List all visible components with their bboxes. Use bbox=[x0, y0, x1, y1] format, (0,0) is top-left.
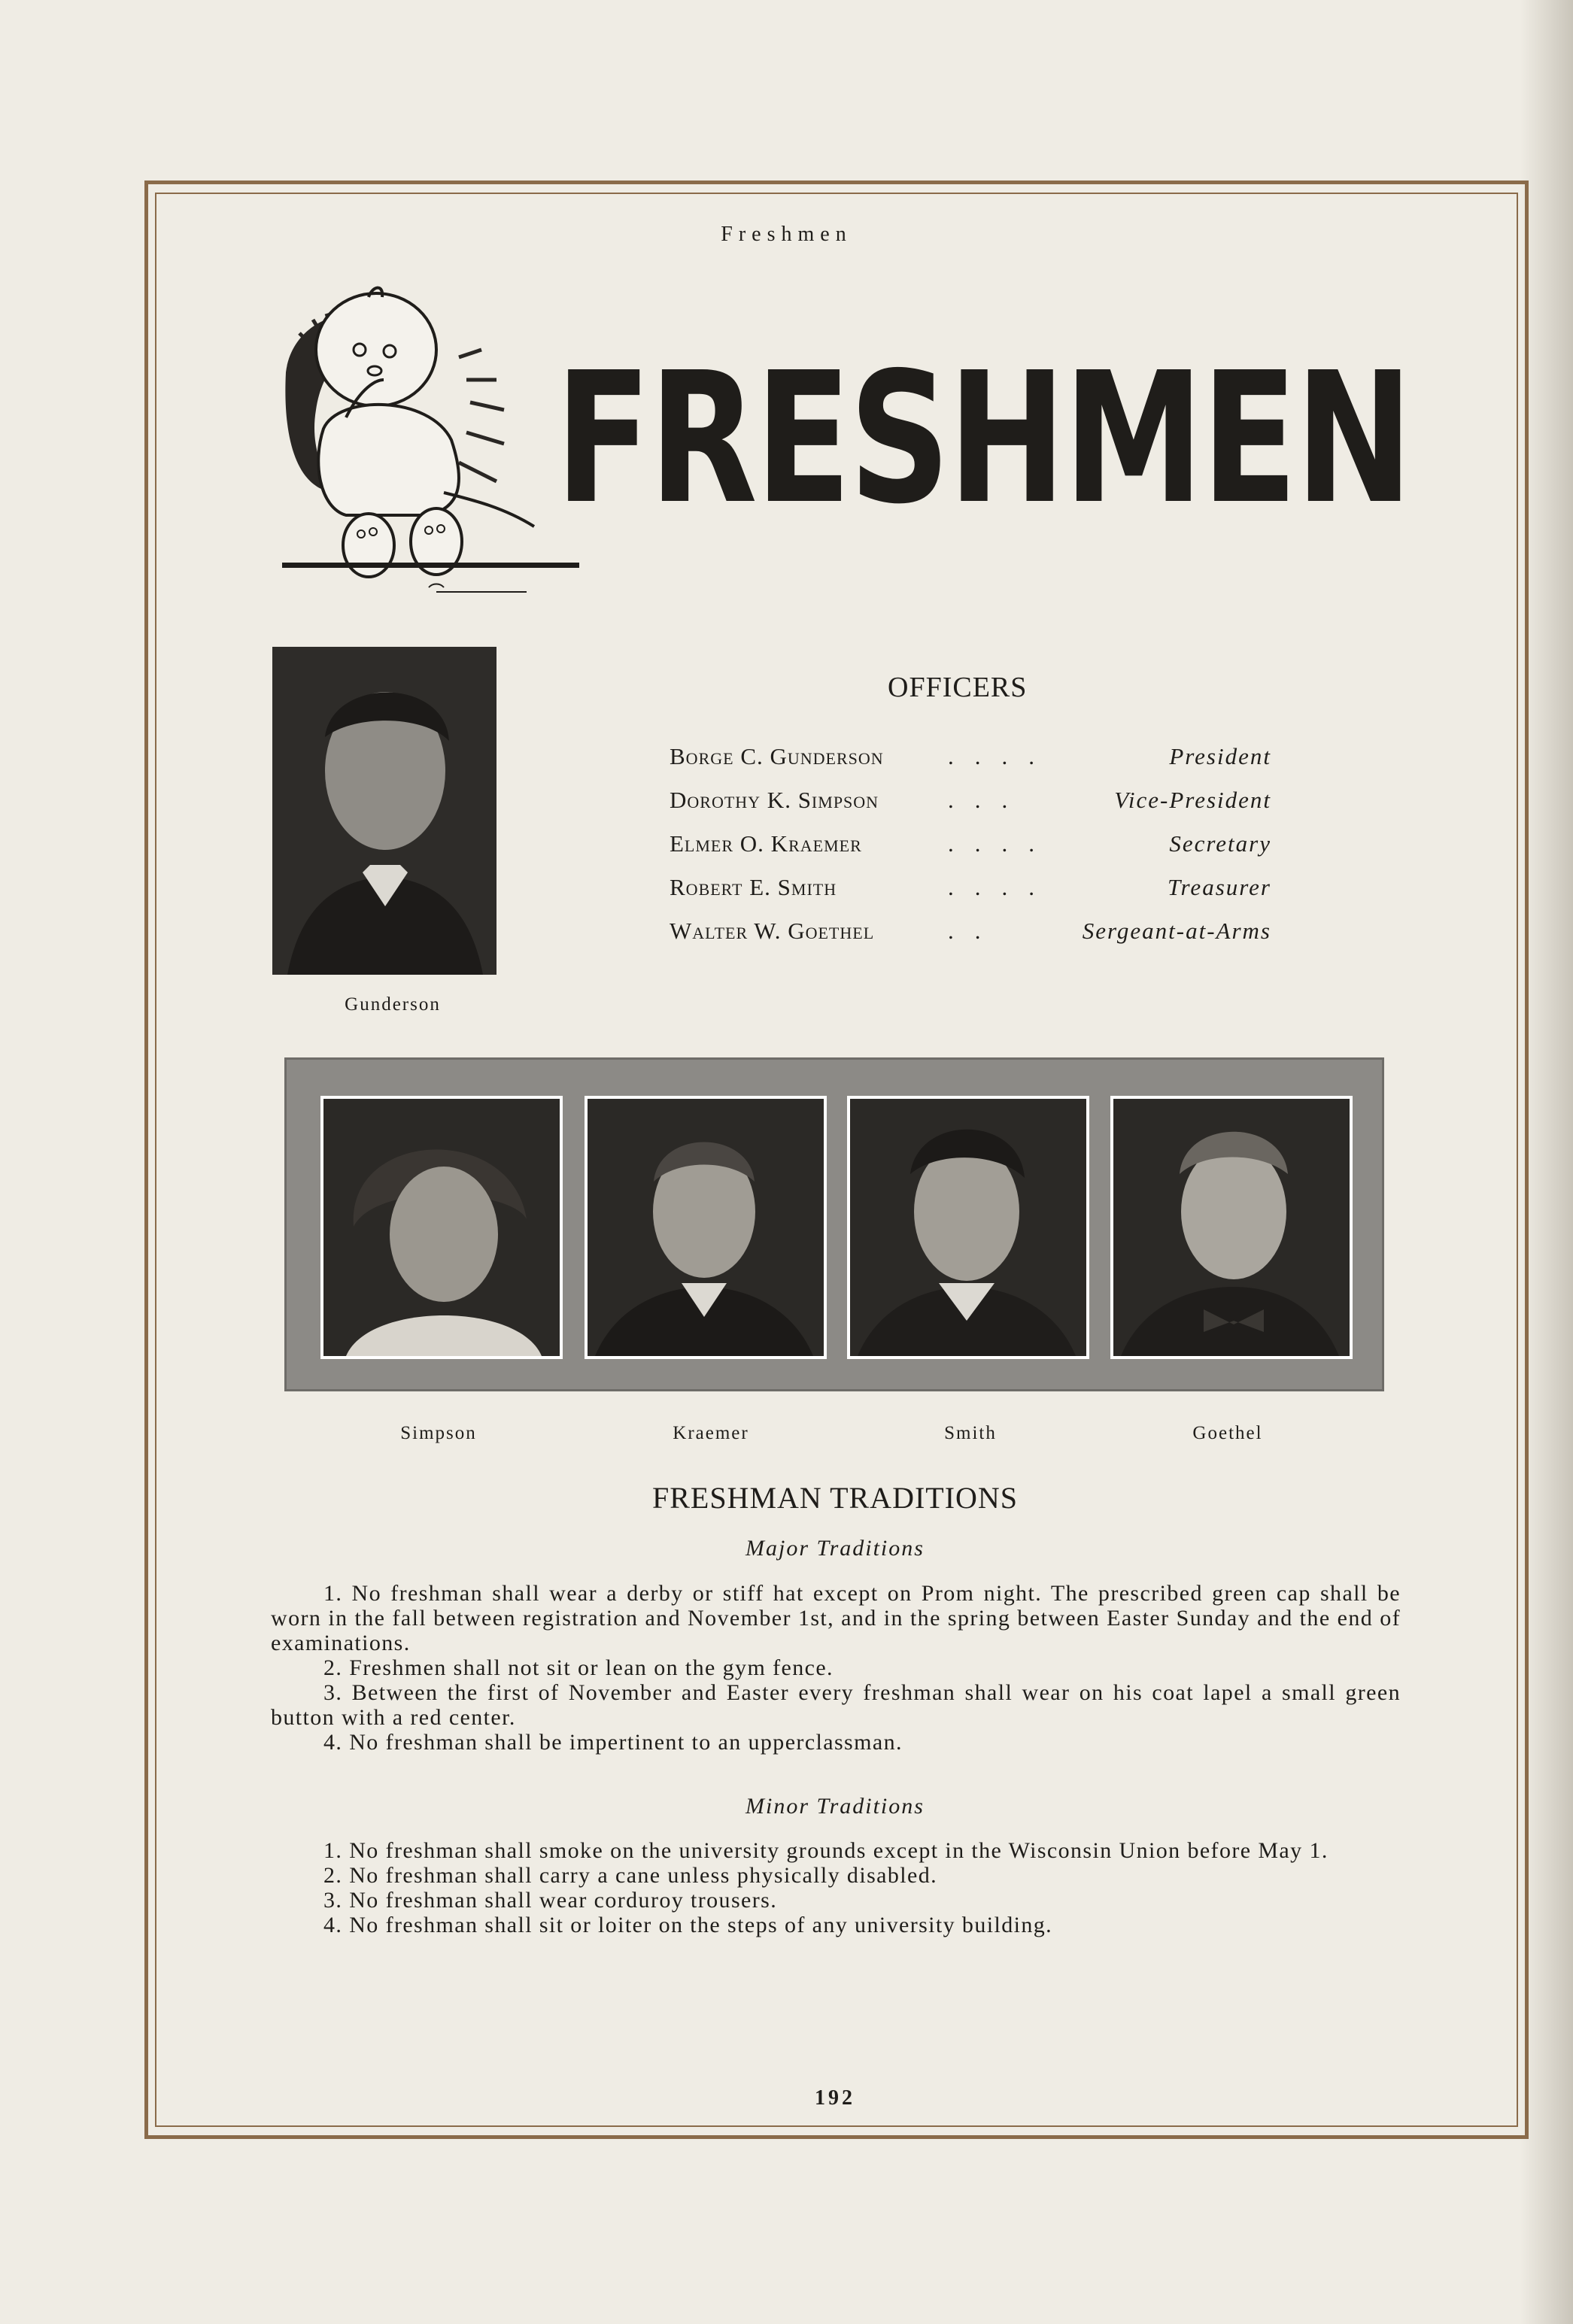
officer-name: Elmer O. Kraemer bbox=[670, 830, 862, 857]
page-title: FRESHMEN bbox=[555, 333, 1411, 544]
portrait-photo-gunderson bbox=[272, 647, 496, 975]
leader-dots: .... bbox=[948, 874, 1055, 900]
portrait-caption-smith: Smith bbox=[944, 1423, 997, 1443]
page-number: 192 bbox=[815, 2086, 855, 2110]
running-head: Freshmen bbox=[721, 223, 852, 246]
officer-row bbox=[670, 874, 1271, 912]
portrait-mat bbox=[320, 1096, 563, 1359]
portrait-photo-kraemer bbox=[588, 1099, 824, 1356]
tradition-item: 2. Freshmen shall not sit or lean on the gym fence. bbox=[323, 1655, 834, 1680]
leader-dots: .... bbox=[948, 830, 1055, 857]
officers-heading: OFFICERS bbox=[888, 672, 1028, 703]
baby-mascot-illustration bbox=[278, 267, 594, 602]
tradition-item: 4. No freshman shall be impertinent to an upperclassman. bbox=[323, 1730, 903, 1755]
officer-name: Borge C. Gunderson bbox=[670, 743, 884, 769]
officer-name: Dorothy K. Simpson bbox=[670, 787, 879, 813]
officer-row bbox=[670, 787, 1271, 824]
portrait-mat bbox=[847, 1096, 1089, 1359]
officer-title: Secretary bbox=[1169, 830, 1271, 857]
tradition-item: 1. No freshman shall smoke on the university grounds except in the Wisconsin Union before May 1. bbox=[323, 1838, 1329, 1863]
leader-dots: ... bbox=[948, 787, 1029, 813]
portrait-photo-goethel bbox=[1113, 1099, 1350, 1356]
portrait-mat bbox=[585, 1096, 827, 1359]
minor-traditions-heading: Minor Traditions bbox=[746, 1794, 925, 1819]
officer-row bbox=[670, 743, 1271, 781]
portrait-photo-simpson bbox=[323, 1099, 560, 1356]
tradition-item: 3. Between the first of November and Easter every freshman shall wear on his coat lapel a small green button with a red center. bbox=[271, 1680, 1401, 1730]
officer-name: Walter W. Goethel bbox=[670, 918, 875, 944]
tradition-item: 4. No freshman shall sit or loiter on the steps of any university building. bbox=[323, 1913, 1053, 1937]
officer-row bbox=[670, 918, 1271, 955]
officer-portrait-strip bbox=[284, 1057, 1384, 1391]
portrait-caption-simpson: Simpson bbox=[400, 1423, 477, 1443]
portrait-mat bbox=[1110, 1096, 1353, 1359]
officer-name: Robert E. Smith bbox=[670, 874, 837, 900]
leader-dots: .... bbox=[948, 743, 1055, 769]
tradition-item: 2. No freshman shall carry a cane unless physically disabled. bbox=[323, 1863, 938, 1888]
officer-title: Vice-President bbox=[1114, 787, 1271, 813]
portrait-caption-goethel: Goethel bbox=[1192, 1423, 1263, 1443]
officer-title: Treasurer bbox=[1167, 874, 1271, 900]
major-traditions-list bbox=[271, 1581, 1401, 1755]
tradition-item: 1. No freshman shall wear a derby or stiff hat except on Prom night. The prescribed green cap shall be worn in the fall between registration and November 1st, and in the spring between Easter Sunday and the end of examinations. bbox=[271, 1581, 1401, 1655]
officer-title: Sergeant-at-Arms bbox=[1082, 918, 1271, 944]
portrait-caption-kraemer: Kraemer bbox=[673, 1423, 749, 1443]
officer-title: President bbox=[1169, 743, 1271, 769]
officer-row bbox=[670, 830, 1271, 868]
traditions-heading: FRESHMAN TRADITIONS bbox=[651, 1481, 1019, 1515]
minor-traditions-list bbox=[271, 1838, 1401, 1937]
portrait-photo-smith bbox=[850, 1099, 1086, 1356]
tradition-item: 3. No freshman shall wear corduroy trousers. bbox=[323, 1888, 778, 1913]
leader-dots: .. bbox=[948, 918, 1002, 944]
major-traditions-heading: Major Traditions bbox=[746, 1536, 925, 1561]
portrait-caption-gunderson: Gunderson bbox=[345, 994, 441, 1015]
